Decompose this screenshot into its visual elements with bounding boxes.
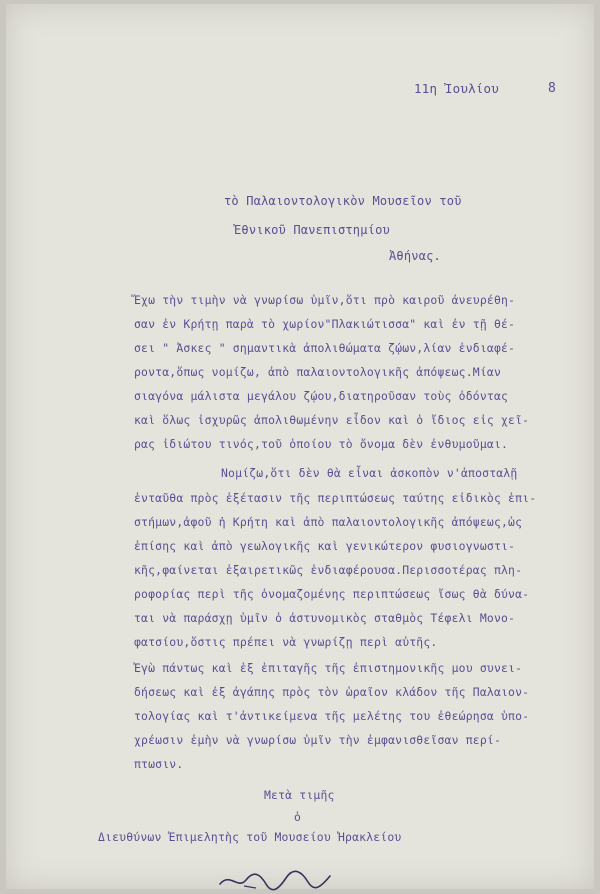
closing-salutation: Μετὰ τιμῆς [264, 788, 335, 802]
body-line-14: ται νὰ παράσχῃ ὑμῖν ὁ ἀστυνομικὸς σταθμὸς Τέφελι Μονο- [134, 611, 516, 625]
closing-article: ὁ [294, 810, 302, 824]
letter-date: 11η Ἰουλίου [414, 81, 499, 96]
body-line-2: σαν ἐν Κρήτῃ παρὰ τὸ χωρίον"Πλακιώτισσα" καὶ ἐν τῇ θέ- [134, 317, 516, 331]
body-line-9: ἐνταῦθα πρὸς ἐξέτασιν τῆς περιπτώσεως ταύτης εἰδικὸς ἐπι- [134, 491, 537, 505]
body-line-4: ροντα,ὅπως νομίζω, ἀπὸ παλαιοντολογικῆς ἀπόψεως.Μίαν [134, 365, 502, 379]
body-line-17: δήσεως καὶ ἐξ ἀγάπης πρὸς τὸν ὡραῖον κλάδον τῆς Παλαιον- [134, 685, 530, 699]
body-line-20: πτωσιν. [134, 757, 184, 771]
recipient-line-3: Ἀθήνας. [389, 249, 441, 263]
handwritten-signature [216, 868, 336, 894]
body-line-3: σει " Ἀσκες " σημαντικὰ ἀπολιθώματα ζῴων,λίαν ἐνδιαφέ- [134, 341, 516, 355]
body-line-10: στήμων,ἀφοῦ ἡ Κρήτη καὶ ἀπὸ παλαιοντολογικῆς ἀπόψεως,ὡς [134, 515, 523, 529]
body-line-16: Ἐγὼ πάντως καὶ ἐξ ἐπιταγῆς τῆς ἐπιστημονικῆς μου συνει- [134, 661, 523, 675]
recipient-line-1: τὸ Παλαιοντολογικὸν Μουσεῖον τοῦ [224, 194, 462, 208]
body-line-1: Ἔχω τὴν τιμὴν νὰ γνωρίσω ὑμῖν,ὅτι πρὸ καιροῦ ἀνευρέθη- [134, 293, 516, 307]
body-line-19: χρέωσιν ἐμὴν νὰ γνωρίσω ὑμῖν τὴν ἐμφανισθεῖσαν περί- [134, 733, 502, 747]
body-line-6: καὶ ὅλως ἰσχυρῶς ἀπολιθωμένην εἶδον καὶ ὁ ἴδιος εἰς χεῖ- [134, 413, 530, 427]
letter-page [6, 4, 594, 889]
page-number: 8 [548, 81, 557, 96]
body-line-7: ρας ἰδιώτου τινός,τοῦ ὁποίου τὸ ὄνομα δὲν ἐνθυμοῦμαι. [134, 437, 509, 451]
recipient-line-2: Ἐθνικοῦ Πανεπιστημίου [234, 223, 390, 237]
body-line-11: ἐπίσης καὶ ἀπὸ γεωλογικῆς καὶ γενικώτερον φυσιογνωστι- [134, 539, 516, 553]
body-line-8: Νομίζω,ὅτι δὲν θὰ εἶναι ἀσκοπὸν ν'ἀποσταλῇ [221, 466, 518, 480]
body-line-13: ροφορίας περὶ τῆς ὀνομαζομένης περιπτώσεως ἴσως θὰ δύνα- [134, 587, 530, 601]
body-line-15: φατσίου,ὅστις πρέπει νὰ γνωρίζῃ περὶ αὐτῆς. [134, 635, 438, 649]
body-line-18: τολογίας καὶ τ'ἀντικείμενα τῆς μελέτης του ἐθεώρησα ὑπο- [134, 709, 530, 723]
signatory-title: Διευθύνων Ἐπιμελητὴς τοῦ Μουσείου Ἡρακλείου [98, 830, 402, 844]
body-line-12: κῆς,φαίνεται ἐξαιρετικῶς ἐνδιαφέρουσα.Περισσοτέρας πλη- [134, 563, 523, 577]
body-line-5: σιαγόνα μάλιστα μεγάλου ζῴου,διατηροῦσαν τοὺς ὀδόντας [134, 389, 509, 403]
